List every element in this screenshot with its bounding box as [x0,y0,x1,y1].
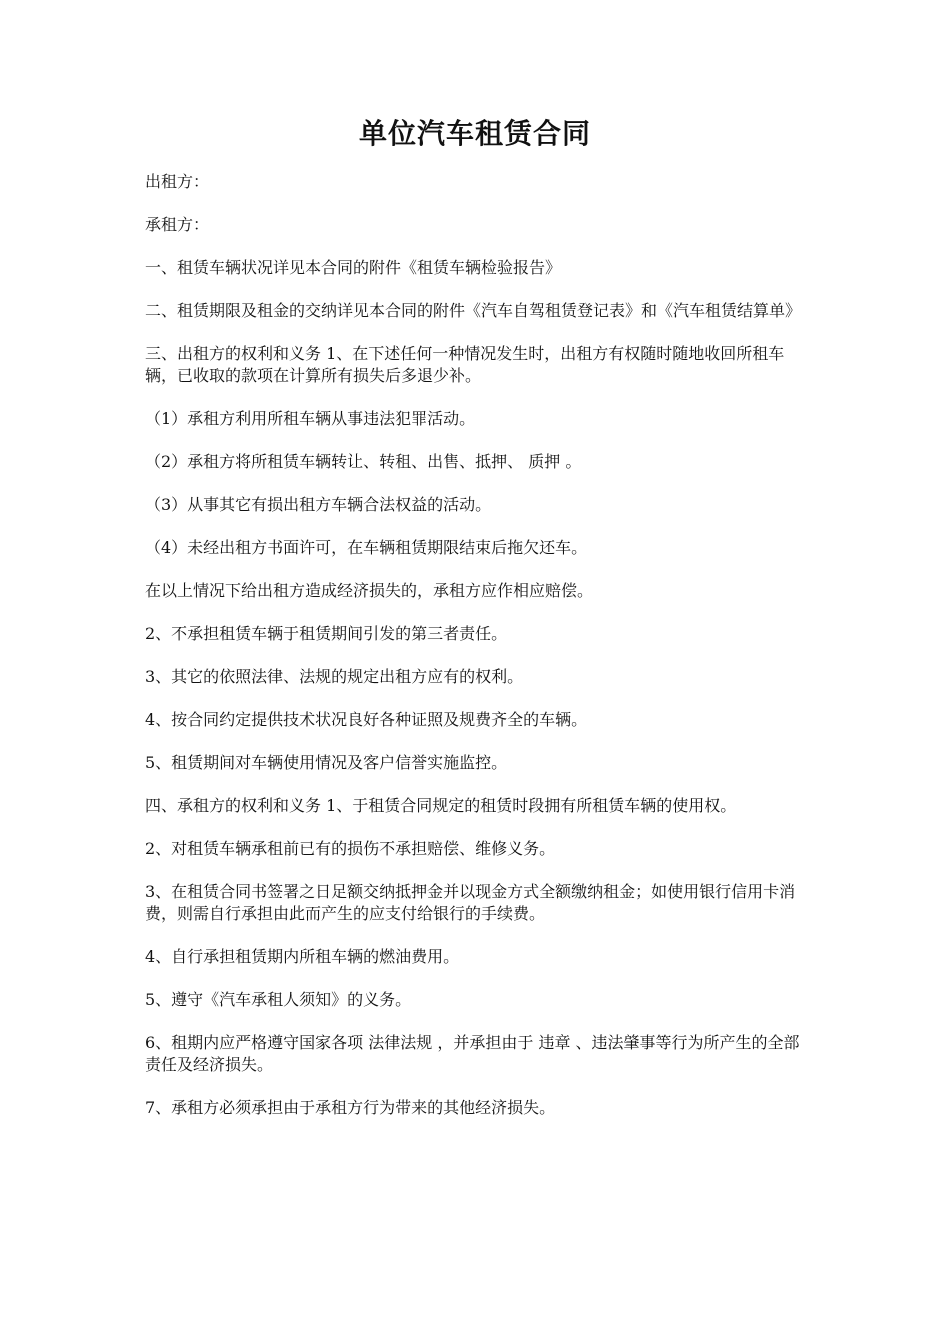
document-title: 单位汽车租赁合同 [358,117,591,150]
paragraph-item-2: （2）承租方将所租赁车辆转让、转租、出售、抵押、 质押 。 [145,452,582,471]
paragraph-clause-3: 三、出租方的权利和义务 1、在下述任何一种情况发生时，出租方有权随时随地收回所租车辆，已收取的款项在计算所有损失后多退少补。 [145,344,785,385]
paragraph-lessor-2: 2、不承担租赁车辆于租赁期间引发的第三者责任。 [145,624,508,643]
paragraph-lessee-3: 3、在租赁合同书签署之日足额交纳抵押金并以现金方式全额缴纳租金；如使用银行信用卡消费，则需自行承担由此而产生的应支付给银行的手续费。 [145,882,796,923]
paragraph-lessor-3: 3、其它的依照法律、法规的规定出租方应有的权利。 [145,667,524,686]
paragraph-item-1: （1）承租方利用所租车辆从事违法犯罪活动。 [145,409,476,428]
paragraph-lessor: 出租方： [145,172,210,191]
document-body [145,171,811,1140]
paragraph-lessor-4: 4、按合同约定提供技术状况良好各种证照及规费齐全的车辆。 [145,710,588,729]
paragraph-item-3: （3）从事其它有损出租方车辆合法权益的活动。 [145,495,492,514]
paragraph-lessee-7: 7、承租方必须承担由于承租方行为带来的其他经济损失。 [145,1098,556,1117]
paragraph-lessee-5: 5、遵守《汽车承租人须知》的义务。 [145,990,412,1009]
paragraph-clause-2: 二、租赁期限及租金的交纳详见本合同的附件《汽车自驾租赁登记表》和《汽车租赁结算单》 [145,301,802,320]
paragraph-item-4: （4）未经出租方书面许可，在车辆租赁期限结束后拖欠还车。 [145,538,588,557]
paragraph-lessee-2: 2、对租赁车辆承租前已有的损伤不承担赔偿、维修义务。 [145,839,556,858]
paragraph-compensation: 在以上情况下给出租方造成经济损失的，承租方应作相应赔偿。 [145,581,594,600]
paragraph-lessor-5: 5、租赁期间对车辆使用情况及客户信誉实施监控。 [145,753,508,772]
paragraph-clause-1: 一、租赁车辆状况详见本合同的附件《租赁车辆检验报告》 [145,258,562,277]
paragraph-clause-4: 四、承租方的权利和义务 1、于租赁合同规定的租赁时段拥有所租赁车辆的使用权。 [145,796,737,815]
paragraph-lessee-6: 6、租期内应严格遵守国家各项 法律法规 ，并承担由于 违章 、违法肇事等行为所产生的全部责任及经济损失。 [145,1033,800,1074]
paragraph-lessee-4: 4、自行承担租赁期内所租车辆的燃油费用。 [145,947,460,966]
paragraph-lessee: 承租方： [145,215,210,234]
